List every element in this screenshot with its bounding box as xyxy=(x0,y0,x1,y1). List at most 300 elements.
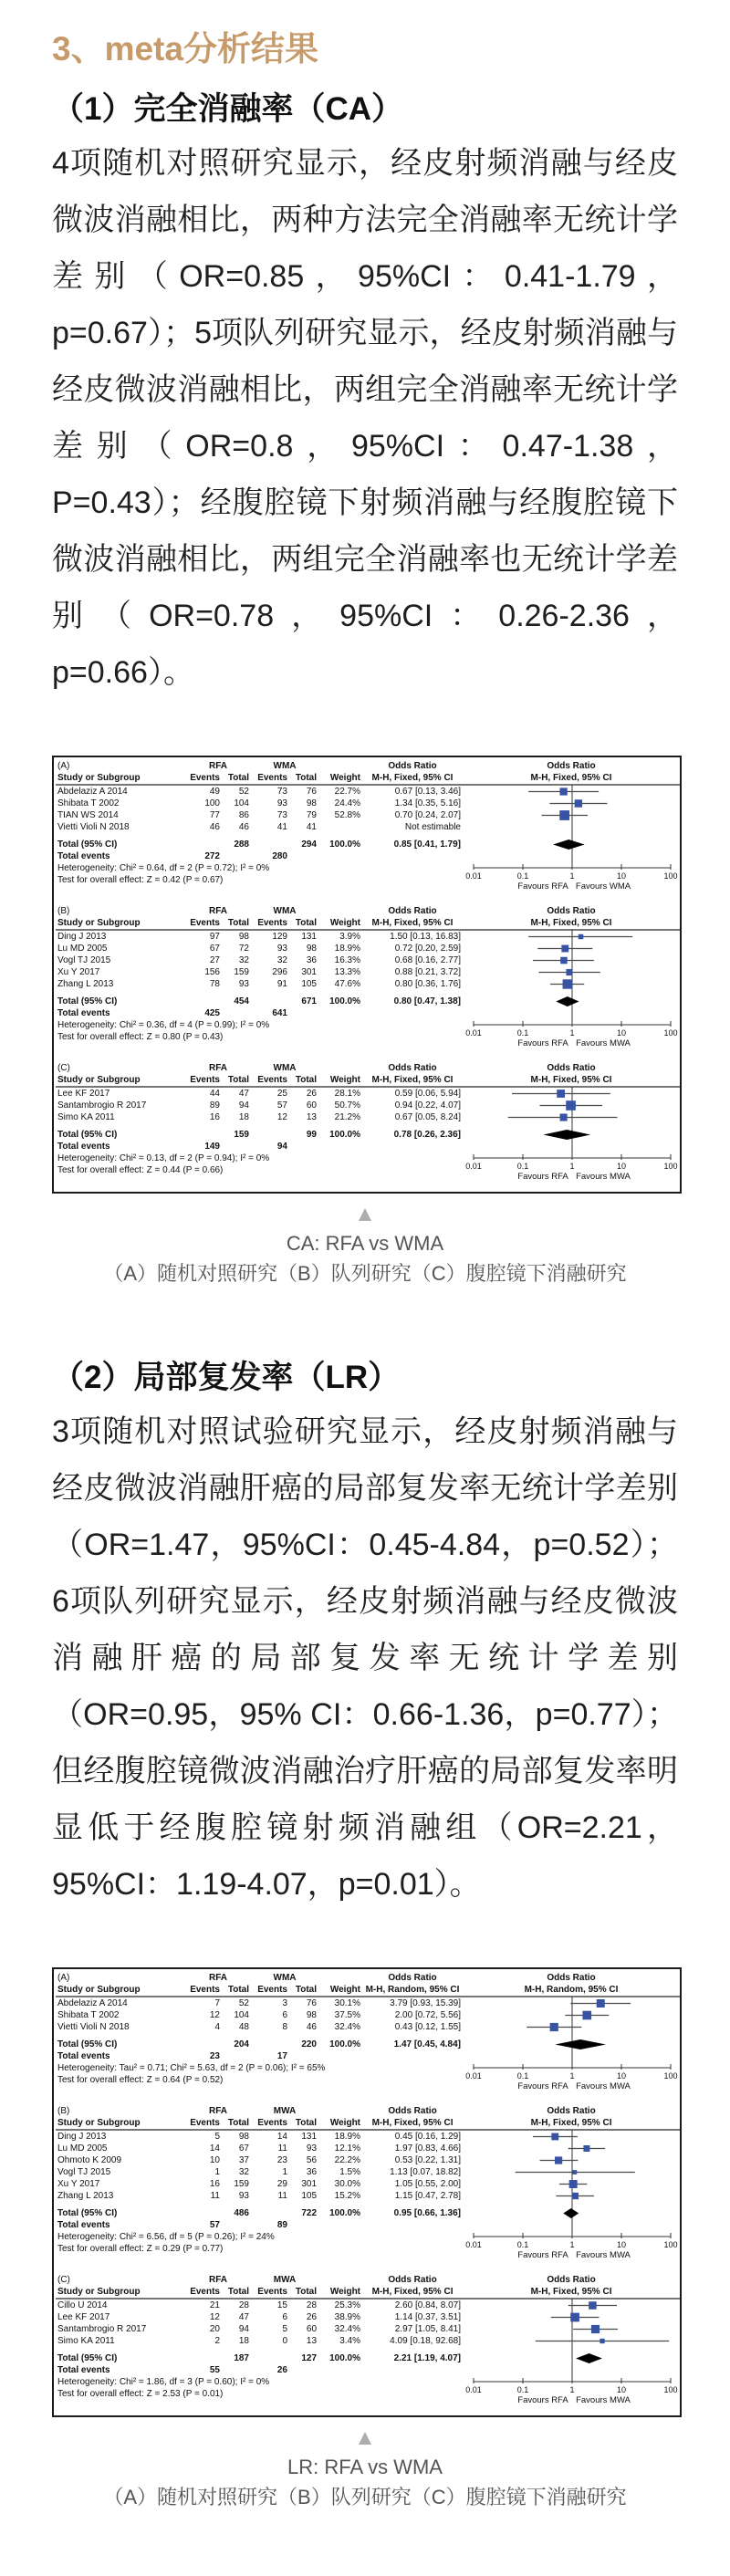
ci-text-cell: 1.13 [0.07, 18.82] xyxy=(390,2167,462,2177)
total2-cell: 76 xyxy=(306,1998,317,2008)
study-name: Vogl TJ 2015 xyxy=(57,955,111,965)
study-name: Cillo U 2014 xyxy=(57,2300,108,2310)
heterogeneity-text: Heterogeneity: Chi² = 6.56, df = 5 (P = 0.26); I² = 24% xyxy=(57,2232,275,2242)
total-diamond xyxy=(555,2039,606,2049)
events1-cell: 12 xyxy=(209,2312,220,2322)
ci-text-cell: 0.45 [0.16, 1.29] xyxy=(394,2132,462,2142)
total1-cell: 37 xyxy=(238,2155,249,2165)
events2-cell: 73 xyxy=(276,787,287,797)
column-header: M-H, Fixed, 95% CI xyxy=(463,772,680,785)
point-estimate-square xyxy=(597,1999,605,2008)
svg-text:1: 1 xyxy=(569,871,575,881)
point-estimate-square xyxy=(555,2156,562,2164)
events2-cell: 0 xyxy=(282,2336,287,2346)
ci-text-cell: 0.88 [0.21, 3.72] xyxy=(394,967,461,977)
heterogeneity-text: Heterogeneity: Tau² = 0.71; Chi² = 5.63, df = 2 (P = 0.06); I² = 65% xyxy=(57,2063,326,2073)
column-header: M-H, Random, 95% CI xyxy=(362,1984,463,1997)
weight-cell: 1.5% xyxy=(339,2167,361,2177)
forest-plot-graph xyxy=(463,905,680,1056)
cell xyxy=(318,2050,362,2062)
forest-plot-figure-ca xyxy=(52,756,682,1194)
heterogeneity-text: Heterogeneity: Chi² = 0.36, df = 4 (P = 0.99); I² = 0% xyxy=(57,1020,270,1030)
effect-header: Odds Ratio xyxy=(547,1063,596,1073)
weight-cell: 22.2% xyxy=(334,2155,361,2165)
total1-cell: 94 xyxy=(238,1100,249,1111)
column-header: Weight xyxy=(318,917,362,930)
column-header: M-H, Fixed, 95% CI xyxy=(463,2117,680,2130)
events1-cell: 12 xyxy=(209,2010,220,2020)
events2-cell: 32 xyxy=(276,955,287,965)
total-diamond xyxy=(553,840,585,850)
overall-effect-text: Test for overall effect: Z = 0.80 (P = 0.43) xyxy=(57,1032,224,1042)
ci-text-cell: 0.59 [0.06, 5.94] xyxy=(394,1089,461,1099)
cell xyxy=(222,1007,251,1019)
cell: 1.47 [0.45, 4.84] xyxy=(393,2039,461,2049)
cell xyxy=(185,839,222,850)
weight-cell: 3.4% xyxy=(339,2336,361,2346)
group1-header: RFA xyxy=(209,1973,227,1983)
cell xyxy=(362,1141,463,1152)
cell: 280 xyxy=(272,851,287,861)
ci-text-cell: 0.67 [0.13, 3.46] xyxy=(394,787,461,797)
effect-header: Odds Ratio xyxy=(547,761,596,771)
panel-label: (A) xyxy=(57,1973,70,1983)
group2-header: MWA xyxy=(273,2275,297,2285)
effect-header: Odds Ratio xyxy=(547,1973,596,1983)
svg-text:0.01: 0.01 xyxy=(465,1162,482,1171)
total2-cell: 98 xyxy=(306,798,317,808)
cell xyxy=(318,1972,362,1984)
total1-cell: 104 xyxy=(234,798,249,808)
events2-cell: 14 xyxy=(276,2132,287,2142)
cell: 722 xyxy=(301,2208,318,2218)
weight-cell: 22.7% xyxy=(334,787,360,797)
panel-label: (B) xyxy=(57,2106,70,2116)
total2-cell: 301 xyxy=(301,2179,318,2189)
svg-text:0.01: 0.01 xyxy=(465,871,482,881)
column-header: M-H, Fixed, 95% CI xyxy=(463,1074,680,1087)
cell xyxy=(251,839,289,850)
cell xyxy=(318,1062,362,1074)
cell: 57 xyxy=(209,2220,220,2230)
column-header: Events xyxy=(185,1074,222,1087)
effect-header: Odds Ratio xyxy=(388,2106,437,2116)
group1-header: RFA xyxy=(209,2106,227,2116)
cell: 204 xyxy=(234,2039,249,2049)
total-diamond xyxy=(576,2353,602,2363)
cell: 272 xyxy=(204,851,220,861)
point-estimate-square xyxy=(579,934,583,939)
svg-text:10: 10 xyxy=(616,2240,627,2249)
group2-header: WMA xyxy=(273,1063,297,1073)
cell xyxy=(318,850,362,862)
total2-cell: 36 xyxy=(306,2167,318,2177)
cell xyxy=(362,2219,463,2231)
events1-cell: 78 xyxy=(209,979,220,989)
column-header: Events xyxy=(185,917,222,930)
total-label: Total (95% CI) xyxy=(57,996,118,1006)
study-name: Lee KF 2017 xyxy=(57,2312,110,2322)
column-header: Total xyxy=(222,1984,251,1997)
point-estimate-square xyxy=(569,2180,578,2188)
total1-cell: 28 xyxy=(238,2300,249,2310)
total1-cell: 32 xyxy=(238,955,249,965)
overall-effect-text: Test for overall effect: Z = 0.64 (P = 0.52) xyxy=(57,2075,224,2085)
column-header: Study or Subgroup xyxy=(56,2117,185,2130)
total-label: Total (95% CI) xyxy=(57,2039,118,2049)
svg-text:Favours WMA: Favours WMA xyxy=(575,881,631,892)
total-events-label: Total events xyxy=(57,1008,110,1018)
weight-cell: 18.9% xyxy=(334,2132,361,2142)
column-header: Study or Subgroup xyxy=(56,772,185,785)
cell: 294 xyxy=(301,840,317,850)
total-events-label: Total events xyxy=(57,1142,110,1152)
cell xyxy=(185,1129,222,1141)
events2-cell: 12 xyxy=(276,1112,287,1122)
events1-cell: 89 xyxy=(209,1100,220,1111)
cell xyxy=(318,1141,362,1152)
cell: 149 xyxy=(204,1142,220,1152)
weight-cell: 15.2% xyxy=(334,2191,361,2201)
forest-plot-panel-B xyxy=(56,905,680,1056)
svg-text:0.01: 0.01 xyxy=(465,2385,482,2394)
article-body xyxy=(0,29,730,2549)
column-header: Total xyxy=(222,2117,251,2130)
panel-label: (B) xyxy=(57,906,70,916)
total2-cell: 76 xyxy=(306,787,317,797)
point-estimate-square xyxy=(570,2313,579,2322)
events1-cell: 67 xyxy=(209,944,220,954)
cell xyxy=(251,2039,289,2050)
total1-cell: 93 xyxy=(238,979,249,989)
total-label: Total (95% CI) xyxy=(57,1130,118,1140)
events1-cell: 5 xyxy=(214,2132,220,2142)
total2-cell: 93 xyxy=(306,2143,318,2154)
cell: 89 xyxy=(276,2220,287,2230)
weight-cell: 21.2% xyxy=(334,1112,360,1122)
events1-cell: 1 xyxy=(214,2167,220,2177)
events2-cell: 11 xyxy=(277,2143,287,2154)
column-header: Total xyxy=(289,1984,318,1997)
point-estimate-square xyxy=(582,2011,591,2020)
svg-text:Favours MWA: Favours MWA xyxy=(576,2395,631,2405)
svg-text:10: 10 xyxy=(616,1162,627,1171)
events2-cell: 129 xyxy=(272,932,287,942)
cell xyxy=(318,1007,362,1019)
figure-caption-legend-ca: （A）随机对照研究（B）队列研究（C）腹腔镜下消融研究 xyxy=(103,1262,627,1285)
column-header: Weight xyxy=(318,1984,362,1997)
figure-caption-title-lr: LR: RFA vs WMA xyxy=(287,2456,443,2478)
ci-text-cell: 1.50 [0.13, 16.83] xyxy=(390,932,461,942)
svg-text:100: 100 xyxy=(663,871,678,881)
effect-header: Odds Ratio xyxy=(388,761,437,771)
total1-cell: 86 xyxy=(238,810,249,820)
events1-cell: 4 xyxy=(214,2022,220,2032)
study-name: Simo KA 2011 xyxy=(57,2336,115,2346)
total2-cell: 131 xyxy=(301,2132,318,2142)
events2-cell: 23 xyxy=(276,2155,287,2165)
cell xyxy=(318,760,362,772)
column-header: Study or Subgroup xyxy=(56,1984,185,1997)
study-name: Ding J 2013 xyxy=(57,932,107,942)
study-name: Xu Y 2017 xyxy=(57,2179,100,2189)
column-header: Total xyxy=(222,2286,251,2299)
point-estimate-square xyxy=(566,1100,576,1111)
study-name: Santambrogio R 2017 xyxy=(57,2324,147,2334)
study-name: Vietti Violi N 2018 xyxy=(57,822,130,832)
ci-text-cell: 1.97 [0.83, 4.66] xyxy=(394,2143,462,2154)
study-name: Zhang L 2013 xyxy=(57,979,114,989)
events2-cell: 57 xyxy=(276,1100,287,1111)
group2-header: MWA xyxy=(273,2106,297,2116)
cell: 100.0% xyxy=(329,2208,361,2218)
total1-cell: 67 xyxy=(238,2143,249,2154)
group2-header: WMA xyxy=(273,761,297,771)
figure-caption-legend-lr: （A）随机对照研究（B）队列研究（C）腹腔镜下消融研究 xyxy=(103,2486,627,2508)
group2-header: WMA xyxy=(273,1973,297,1983)
total2-cell: 301 xyxy=(301,967,317,977)
cell xyxy=(318,2274,362,2286)
cell: 0.95 [0.66, 1.36] xyxy=(393,2208,462,2218)
total1-cell: 159 xyxy=(234,967,249,977)
point-estimate-square xyxy=(573,2170,578,2174)
total1-cell: 46 xyxy=(238,822,249,832)
point-estimate-square xyxy=(561,945,568,953)
total1-cell: 47 xyxy=(238,1089,249,1099)
column-header: Weight xyxy=(318,772,362,785)
total1-cell: 159 xyxy=(234,2179,249,2189)
total2-cell: 13 xyxy=(306,2336,318,2346)
svg-text:0.1: 0.1 xyxy=(516,871,529,881)
cell xyxy=(222,2219,251,2231)
total1-cell: 52 xyxy=(238,1998,249,2008)
forest-plot-graph xyxy=(463,2105,680,2268)
weight-cell: 28.1% xyxy=(334,1089,360,1099)
forest-plot-panel-C xyxy=(56,1062,680,1189)
cell: 425 xyxy=(204,1008,220,1018)
ci-text-cell: 0.68 [0.16, 2.77] xyxy=(394,955,461,965)
column-header: Total xyxy=(289,1074,318,1087)
cell xyxy=(251,996,289,1007)
study-name: Vogl TJ 2015 xyxy=(57,2167,111,2177)
total2-cell: 26 xyxy=(306,1089,317,1099)
weight-cell: 24.4% xyxy=(334,798,360,808)
triangle-up-icon: ▲ xyxy=(354,2425,376,2450)
study-name: Xu Y 2017 xyxy=(57,967,100,977)
cell xyxy=(362,1007,463,1019)
triangle-up-icon: ▲ xyxy=(354,1202,376,1226)
weight-cell: 32.4% xyxy=(334,2324,361,2334)
svg-text:0.1: 0.1 xyxy=(516,1028,529,1038)
cell xyxy=(362,850,463,862)
svg-text:Favours MWA: Favours MWA xyxy=(576,1172,631,1182)
paragraph-ca: 4项随机对照研究显示，经皮射频消融与经皮微波消融相比，两种方法完全消融率无统计学差别（OR=0.85，95%CI：0.41-1.79，p=0.67）；5项队列研究显示，经皮射频消融与经皮微波消融相比，两组完全消融率无统计学差别（OR=0.8，95%CI：0.47-1.38，P=0.43）；经腹腔镜下射频消融与经腹腔镜下微波消融相比，两组完全消融率也无统计学差别（OR=0.78，95%CI：0.26-2.36，p=0.66）。 xyxy=(52,146,678,690)
figure-caption-title-ca: CA: RFA vs WMA xyxy=(286,1232,444,1255)
weight-cell: 18.9% xyxy=(334,944,360,954)
cell: 23 xyxy=(209,2051,220,2061)
total2-cell: 98 xyxy=(306,944,317,954)
svg-text:0.1: 0.1 xyxy=(516,2385,529,2394)
forest-plot-panel-B xyxy=(56,2105,680,2268)
total-events-label: Total events xyxy=(57,2051,110,2061)
events1-cell: 100 xyxy=(204,798,220,808)
study-name: Abdelaziz A 2014 xyxy=(57,787,128,797)
group1-header: RFA xyxy=(209,1063,227,1073)
cell xyxy=(289,1141,318,1152)
total-events-label: Total events xyxy=(57,2365,110,2375)
cell xyxy=(251,2352,289,2364)
forest-plot-panel-A xyxy=(56,1972,680,2099)
column-header: Total xyxy=(222,917,251,930)
events1-cell: 20 xyxy=(209,2324,220,2334)
overall-effect-text: Test for overall effect: Z = 0.29 (P = 0.77) xyxy=(57,2244,224,2254)
svg-text:10: 10 xyxy=(616,871,627,881)
cell xyxy=(222,2364,251,2376)
study-name: Ding J 2013 xyxy=(57,2132,107,2142)
point-estimate-square xyxy=(591,2325,600,2333)
cell xyxy=(289,1007,318,1019)
subsection-heading-lr: （2）局部复发率（LR） xyxy=(52,1360,401,1395)
events1-cell: 16 xyxy=(209,1112,220,1122)
weight-cell: 32.4% xyxy=(334,2022,360,2032)
point-estimate-square xyxy=(559,810,569,820)
effect-header: Odds Ratio xyxy=(388,906,437,916)
cell xyxy=(222,2050,251,2062)
column-header: Events xyxy=(185,2117,222,2130)
events1-cell: 77 xyxy=(209,810,220,820)
cell: 671 xyxy=(301,996,317,1006)
svg-text:Favours RFA: Favours RFA xyxy=(517,1172,568,1182)
total1-cell: 47 xyxy=(238,2312,249,2322)
cell: 26 xyxy=(276,2365,287,2375)
weight-cell: 16.3% xyxy=(334,955,360,965)
heterogeneity-text: Heterogeneity: Chi² = 0.13, df = 2 (P = 0.94); I² = 0% xyxy=(57,1153,270,1163)
column-header: Events xyxy=(185,1984,222,1997)
forest-plot-panel-C xyxy=(56,2274,680,2413)
cell xyxy=(251,1129,289,1141)
ci-text-cell: 0.80 [0.36, 1.76] xyxy=(394,979,461,989)
point-estimate-square xyxy=(557,1090,565,1098)
section-heading: 3、meta分析结果 xyxy=(52,30,318,68)
events2-cell: 5 xyxy=(282,2324,287,2334)
total2-cell: 56 xyxy=(306,2155,318,2165)
svg-text:Favours MWA: Favours MWA xyxy=(576,2081,631,2091)
cell: 454 xyxy=(234,996,249,1006)
study-name: Zhang L 2013 xyxy=(57,2191,114,2201)
total1-cell: 48 xyxy=(238,2022,249,2032)
svg-text:0.01: 0.01 xyxy=(465,1028,482,1038)
cell: 100.0% xyxy=(329,2353,361,2363)
total-diamond xyxy=(563,2208,579,2218)
cell: 127 xyxy=(301,2353,318,2363)
total2-cell: 105 xyxy=(301,979,317,989)
events2-cell: 3 xyxy=(282,1998,287,2008)
column-header: Total xyxy=(289,772,318,785)
study-name: Simo KA 2011 xyxy=(57,1112,115,1122)
events2-cell: 93 xyxy=(276,798,287,808)
cell xyxy=(185,2352,222,2364)
total-label: Total (95% CI) xyxy=(57,2208,118,2218)
point-estimate-square xyxy=(560,1113,568,1121)
column-header: Events xyxy=(251,2117,289,2130)
svg-text:100: 100 xyxy=(663,1162,678,1171)
ci-text-cell: 2.97 [1.05, 8.41] xyxy=(394,2324,462,2334)
events1-cell: 27 xyxy=(209,955,220,965)
svg-text:Favours MWA: Favours MWA xyxy=(576,1038,631,1048)
forest-plot-graph xyxy=(463,760,680,899)
study-name: Abdelaziz A 2014 xyxy=(57,1998,128,2008)
cell: 486 xyxy=(234,2208,249,2218)
column-header: M-H, Fixed, 95% CI xyxy=(463,2286,680,2299)
effect-header: Odds Ratio xyxy=(388,1973,437,1983)
events1-cell: 97 xyxy=(209,932,220,942)
ci-text-cell: 0.53 [0.22, 1.31] xyxy=(394,2155,462,2165)
column-header: Events xyxy=(251,772,289,785)
column-header: Study or Subgroup xyxy=(56,917,185,930)
total2-cell: 46 xyxy=(306,2022,317,2032)
events2-cell: 73 xyxy=(276,810,287,820)
cell: 99 xyxy=(306,1130,317,1140)
weight-cell: 30.1% xyxy=(334,1998,360,2008)
ci-text-cell: 0.72 [0.20, 2.59] xyxy=(394,944,461,954)
events1-cell: 10 xyxy=(209,2155,220,2165)
cell: 0.78 [0.26, 2.36] xyxy=(393,1130,461,1140)
point-estimate-square xyxy=(559,787,567,795)
total2-cell: 105 xyxy=(301,2191,318,2201)
column-header: M-H, Fixed, 95% CI xyxy=(463,917,680,930)
events2-cell: 11 xyxy=(277,2191,287,2201)
study-name: Lee KF 2017 xyxy=(57,1089,110,1099)
study-name: Shibata T 2002 xyxy=(57,2010,120,2020)
cell: 55 xyxy=(209,2365,220,2375)
ci-text-cell: 2.00 [0.72, 5.56] xyxy=(394,2010,461,2020)
cell: 100.0% xyxy=(329,996,360,1006)
svg-text:100: 100 xyxy=(663,1028,678,1038)
column-header: Study or Subgroup xyxy=(56,1074,185,1087)
total-label: Total (95% CI) xyxy=(57,2353,118,2363)
cell: 288 xyxy=(234,840,249,850)
cell: 2.21 [1.19, 4.07] xyxy=(393,2353,462,2363)
weight-cell: 52.8% xyxy=(334,810,360,820)
svg-text:0.1: 0.1 xyxy=(516,1162,529,1171)
svg-text:Favours RFA: Favours RFA xyxy=(517,2081,568,2091)
column-header: Total xyxy=(222,1074,251,1087)
events2-cell: 29 xyxy=(276,2179,287,2189)
forest-plot-graph xyxy=(463,2274,680,2413)
ci-text-cell: 2.60 [0.84, 8.07] xyxy=(394,2300,462,2310)
total-label: Total (95% CI) xyxy=(57,840,118,850)
svg-text:Favours MWA: Favours MWA xyxy=(576,2250,631,2260)
column-header: Total xyxy=(222,772,251,785)
total2-cell: 131 xyxy=(301,932,317,942)
cell xyxy=(362,2364,463,2376)
svg-text:Favours RFA: Favours RFA xyxy=(517,881,568,892)
point-estimate-square xyxy=(563,979,572,988)
total2-cell: 36 xyxy=(306,955,317,965)
cell xyxy=(185,2207,222,2219)
cell: 100.0% xyxy=(329,1130,360,1140)
column-header: Weight xyxy=(318,2117,362,2130)
cell: 94 xyxy=(276,1142,287,1152)
total-events-label: Total events xyxy=(57,851,110,861)
column-header: M-H, Fixed, 95% CI xyxy=(362,2117,463,2130)
events1-cell: 44 xyxy=(209,1089,220,1099)
svg-text:0.1: 0.1 xyxy=(516,2240,529,2249)
svg-text:Favours RFA: Favours RFA xyxy=(517,2250,568,2260)
events1-cell: 21 xyxy=(209,2300,220,2310)
ci-text-cell: 1.34 [0.35, 5.16] xyxy=(394,798,461,808)
weight-cell: 3.9% xyxy=(339,932,360,942)
